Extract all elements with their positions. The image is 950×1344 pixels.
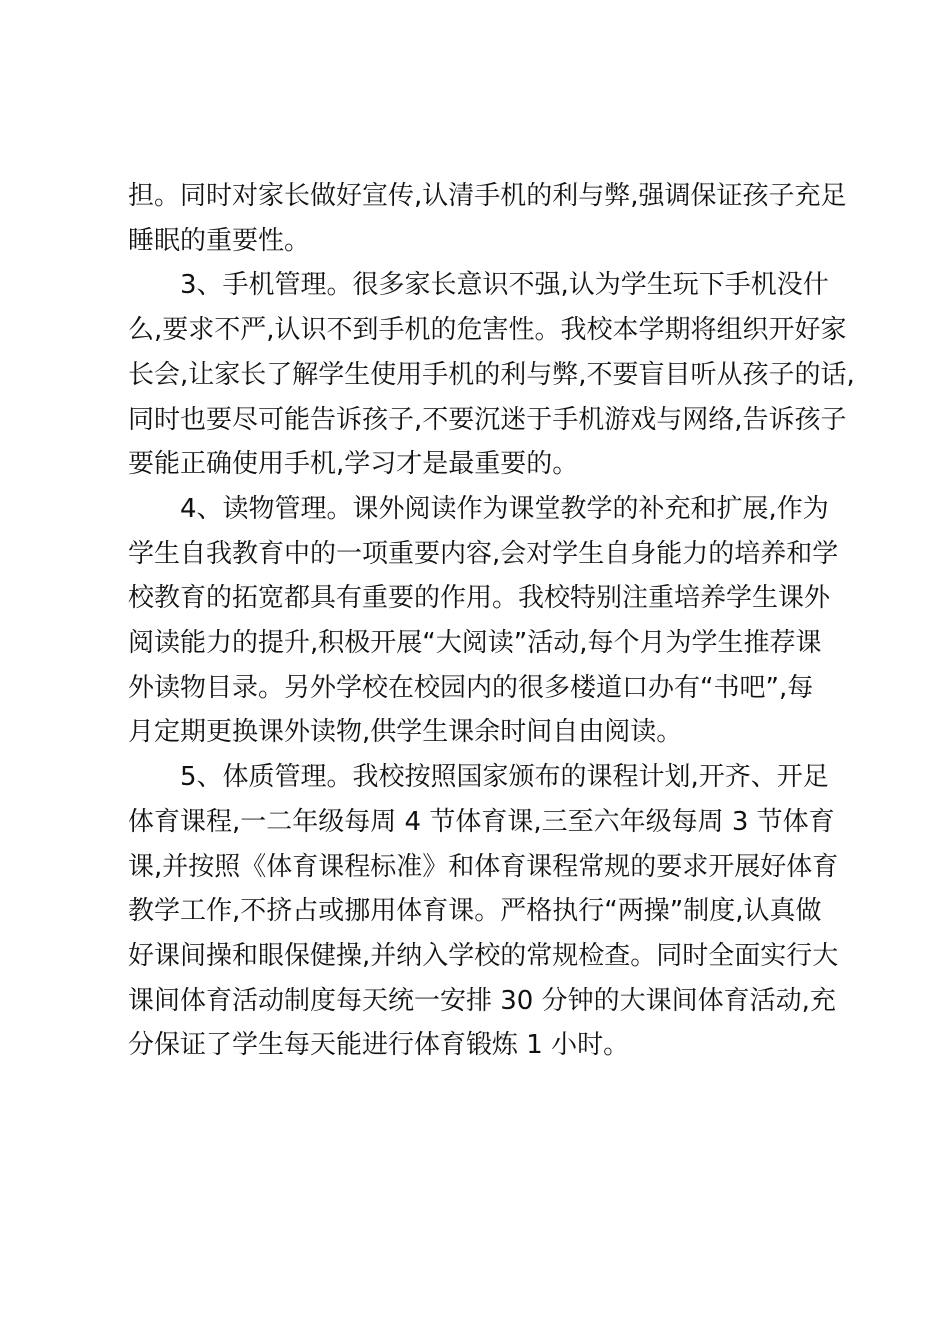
text-line: 睡眠的重要性。 bbox=[128, 225, 311, 256]
text-line: 课间体育活动制度每天统一安排 30 分钟的大课间体育活动,充 bbox=[128, 985, 836, 1016]
text-line: 分保证了学生每天能进行体育锻炼 1 小时。 bbox=[128, 1030, 630, 1061]
text-line: 课,并按照《体育课程标准》和体育课程常规的要求开展好体育 bbox=[128, 851, 839, 882]
document-body bbox=[128, 174, 855, 1068]
text-line: 教学工作,不挤占或挪用体育课。严格执行“两操”制度,认真做 bbox=[128, 896, 822, 927]
text-line: 5、体质管理。我校按照国家颁布的课程计划,开齐、开足 bbox=[180, 762, 829, 793]
text-line: 阅读能力的提升,积极开展“大阅读”活动,每个月为学生推荐课 bbox=[128, 628, 822, 659]
text-line: 同时也要尽可能告诉孩子,不要沉迷于手机游戏与网络,告诉孩子 bbox=[128, 404, 847, 435]
text-line: 体育课程,一二年级每周 4 节体育课,三至六年级每周 3 节体育 bbox=[128, 806, 835, 837]
text-line: 校教育的拓宽都具有重要的作用。我校特别注重培养学生课外 bbox=[128, 583, 831, 614]
paragraph-phone-management bbox=[128, 263, 855, 487]
text-line: 担。同时对家长做好宣传,认清手机的利与弊,强调保证孩子充足 bbox=[128, 181, 847, 211]
paragraph-physical-management bbox=[128, 755, 838, 1068]
text-line: 外读物目录。另外学校在校园内的很多楼道口办有“书吧”,每 bbox=[128, 672, 814, 703]
text-line: 4、读物管理。课外阅读作为课堂教学的补充和扩展,作为 bbox=[180, 493, 829, 524]
text-line: 么,要求不严,认识不到手机的危害性。我校本学期将组织开好家 bbox=[128, 315, 847, 346]
text-line: 学生自我教育中的一项重要内容,会对学生自身能力的培养和学 bbox=[128, 538, 839, 569]
text-line: 好课间操和眼保健操,并纳入学校的常规检查。同时全面实行大 bbox=[128, 940, 839, 971]
paragraph-parent-communication bbox=[128, 174, 847, 263]
text-line: 月定期更换课外读物,供学生课余时间自由阅读。 bbox=[128, 717, 683, 748]
paragraph-reading-management bbox=[128, 487, 838, 755]
text-line: 要能正确使用手机,学习才是最重要的。 bbox=[128, 449, 579, 480]
text-line: 3、手机管理。很多家长意识不强,认为学生玩下手机没什 bbox=[180, 270, 829, 301]
text-line: 长会,让家长了解学生使用手机的利与弊,不要盲目听从孩子的话, bbox=[128, 359, 855, 390]
